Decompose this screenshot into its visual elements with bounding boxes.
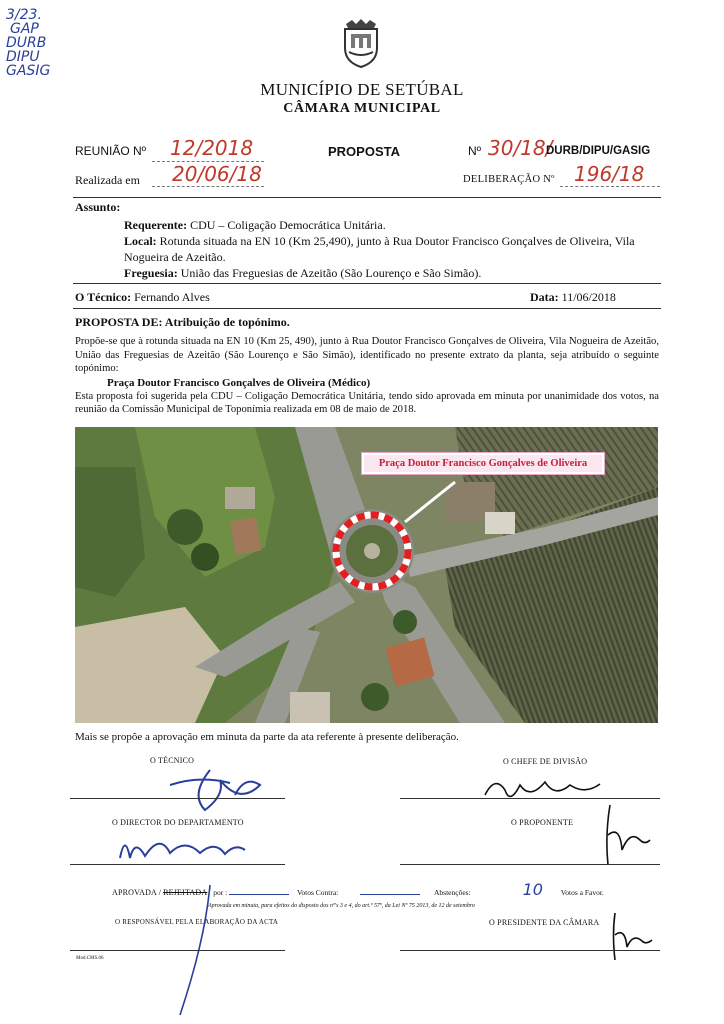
abstencoes-label: Abstenções: <box>434 888 471 897</box>
toponym: Praça Doutor Francisco Gonçalves de Oliveira (Médico) <box>107 376 371 389</box>
handwritten-line: GAP <box>10 21 39 37</box>
numero-suffix: DURB/DIPU/GASIG <box>546 145 651 157</box>
assunto-label: Assunto: <box>75 200 121 214</box>
rejeitada-label: REJEITADA <box>163 888 208 897</box>
favor-label: Votos a Favor. <box>560 888 604 897</box>
deliberacao-label: DELIBERAÇÃO Nº <box>463 174 555 185</box>
freguesia-value: União das Freguesias de Azeitão (São Lourenço e São Simão). <box>180 266 482 280</box>
handwritten-line: DIPU <box>6 49 40 65</box>
favor-value: 10 <box>522 880 543 899</box>
proponente-signature <box>590 795 660 875</box>
divider <box>73 308 661 309</box>
municipality-title: MUNICÍPIO DE SETÚBAL <box>260 80 464 99</box>
deliberacao-value: 196/18 <box>574 162 645 186</box>
reuniao-label: REUNIÃO Nº <box>75 144 147 158</box>
local-value: Rotunda situada na EN 10 (Km 25,490), junto à Rua Doutor Francisco Gonçalves de Oliveira, Vila Nogueira de Azeitão. <box>124 234 635 264</box>
presidente-signature <box>600 905 660 965</box>
proposta-label: PROPOSTA <box>328 144 400 159</box>
realizada-value: 20/06/18 <box>172 162 262 186</box>
handwritten-line: DURB <box>6 35 47 51</box>
legal-note: Aprovada em minuta, para efeitos do disposto dos nº's 3 e 4, do art.º 57º, da Lei Nº 75 2013, de 12 de setembro <box>208 903 475 909</box>
form-code: Mod.CMS.06 <box>76 956 104 961</box>
requerente-label: Requerente: <box>124 218 188 232</box>
handwritten-routing-note <box>6 8 50 78</box>
map-callout-label: Praça Doutor Francisco Gonçalves de Oliveira <box>362 453 604 474</box>
tecnico-sig-label: O TÉCNICO <box>150 756 195 765</box>
freguesia-label: Freguesia: <box>124 266 178 280</box>
proponente-sig-label: O PROPONENTE <box>511 818 574 827</box>
presidente-sig-label: O PRESIDENTE DA CÂMARA <box>489 918 600 927</box>
chefe-sig-label: O CHEFE DE DIVISÃO <box>503 757 588 766</box>
coat-of-arms-icon <box>338 18 384 68</box>
divider <box>73 197 661 198</box>
responsavel-sig-label: O RESPONSÁVEL PELA ELABORAÇÃO DA ACTA <box>115 918 279 926</box>
tecnico-signature <box>150 765 290 815</box>
proposal-paragraph-2: Esta proposta foi sugerida pela CDU – Coligação Democrática Unitária, tendo sido aprovada em minuta por unanimidade dos votos, na reunião da Comissão Municipal de Toponímia realizada em 08 de maio de 2018. <box>75 390 659 415</box>
data-label: Data: <box>530 290 559 304</box>
tecnico-value: Fernando Alves <box>134 290 210 304</box>
por-label: por : <box>213 888 228 897</box>
numero-label: Nº <box>468 144 482 158</box>
realizada-label: Realizada em <box>75 173 140 187</box>
proposal-paragraph-1: Propõe-se que à rotunda situada na EN 10 (Km 25, 490), junto à Rua Doutor Francisco Gonçalves de Oliveira, Vila Nogueira de Azeitão, União das Freguesias de Azeitão (São Lourenço e São Simão), identificado no presente extrato da planta, seja atribuído o seguinte topónimo: <box>75 336 659 374</box>
handwritten-line: 3/23. <box>6 7 42 23</box>
assunto-block <box>124 217 644 281</box>
reuniao-value: 12/2018 <box>170 136 254 160</box>
data-line <box>530 290 616 305</box>
handwritten-line: GASIG <box>6 63 51 79</box>
aprovada-label: APROVADA / <box>112 888 162 897</box>
contra-label: Votos Contra: <box>296 888 339 897</box>
director-signature <box>110 828 260 868</box>
local-label: Local: <box>124 234 157 248</box>
closing-text: Mais se propõe a aprovação em minuta da parte da ata referente à presente deliberação. <box>75 731 459 743</box>
data-value: 11/06/2018 <box>561 290 616 304</box>
tecnico-label: O Técnico: <box>75 290 132 304</box>
chamber-title: CÂMARA MUNICIPAL <box>283 101 441 116</box>
proposal-title: PROPOSTA DE: Atribuição de topónimo. <box>75 315 290 329</box>
requerente-value: CDU – Coligação Democrática Unitária. <box>190 218 386 232</box>
director-sig-label: O DIRECTOR DO DEPARTAMENTO <box>112 818 244 827</box>
numero-handwritten: 30/18/ <box>488 136 553 160</box>
aerial-map <box>75 427 658 723</box>
divider <box>73 283 661 284</box>
tecnico-line <box>75 290 210 305</box>
